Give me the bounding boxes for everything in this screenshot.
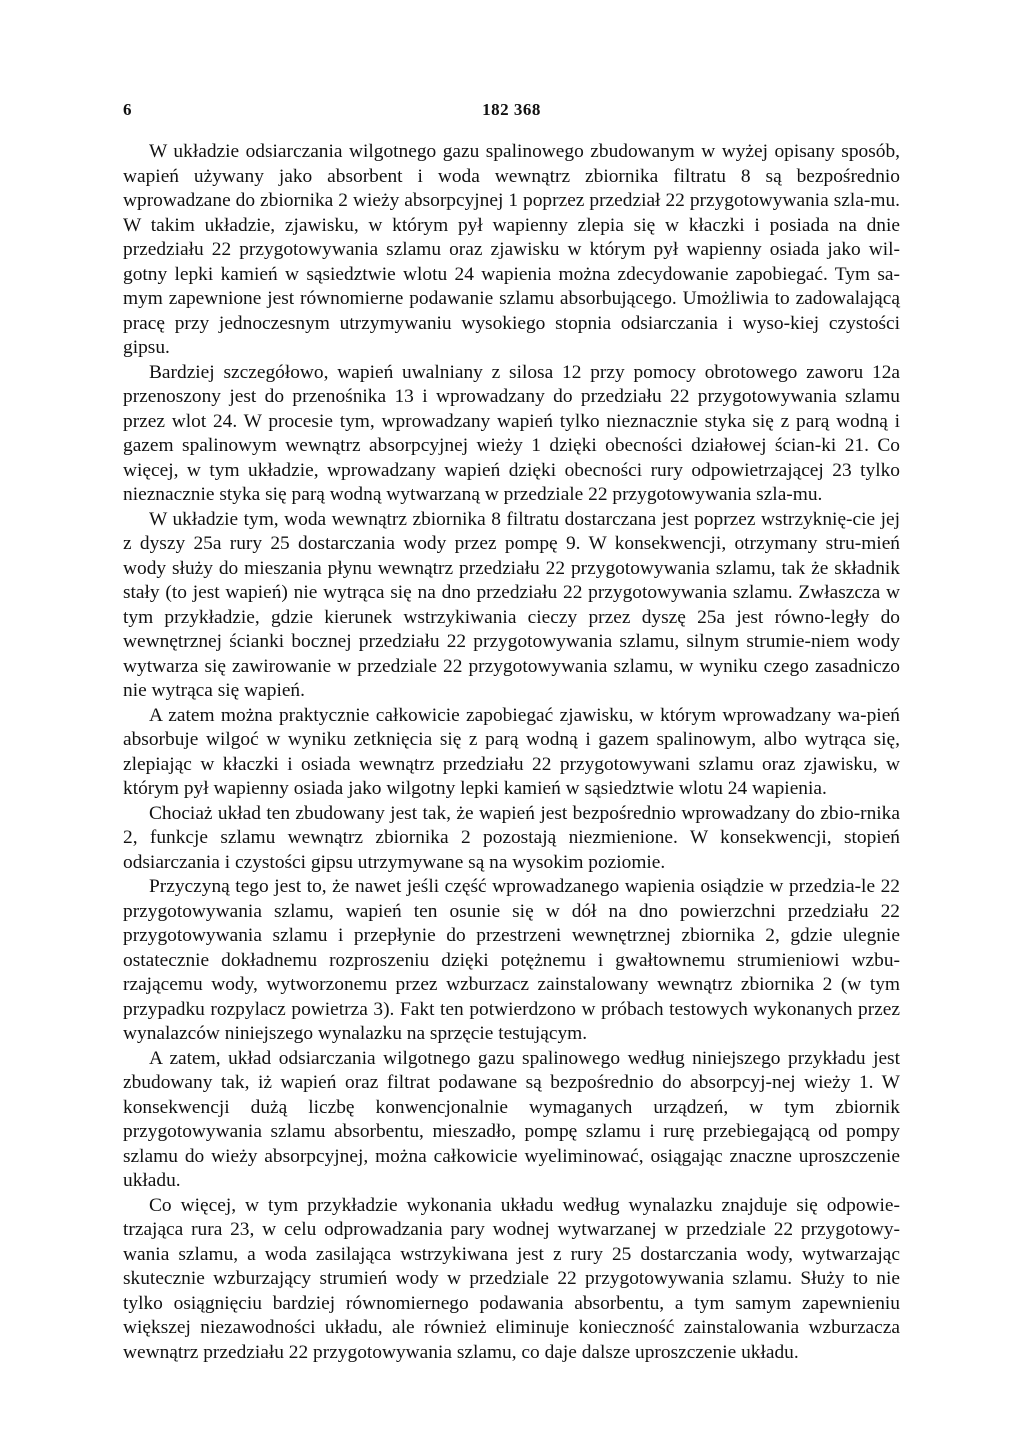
page-header bbox=[123, 100, 900, 120]
page-number: 6 bbox=[123, 100, 132, 119]
document-body bbox=[123, 140, 900, 1365]
paragraph: Co więcej, w tym przykładzie wykonania układu według wynalazku znajduje się odpowie-trzająca rura 23, w celu odprowadzania pary wodnej wytwarzanej w przedziale 22 przygotowy-wania szlamu, a woda zasilająca wstrzykiwana jest z rury 25 dostarczania wody, wytwarzając skutecznie wzburzający strumień wody w przedziale 22 przygotowywania szlamu. Służy to nie tylko osiągnięciu bardziej równomiernego podawania absorbentu, a tym samym zapewnieniu większej niezawodności układu, ale również eliminuje konieczność zainstalowania wzburzacza wewnątrz przedziału 22 przygotowywania szlamu, co daje dalsze uproszczenie układu. bbox=[123, 1194, 900, 1363]
paragraph: W układzie odsiarczania wilgotnego gazu spalinowego zbudowanym w wyżej opisany sposób, wapień używany jako absorbent i woda wewnątrz zbiornika filtratu 8 są bezpośrednio wprowadzane do zbiornika 2 wieży absorpcyjnej 1 poprzez przedział 22 przygotowywania szla-mu. W takim układzie, zjawisku, w którym pył wapienny zlepia się w kłaczki i posiada na dnie przedziału 22 przygotowywania szlamu oraz zjawisku w którym pył wapienny osiada jako wil-gotny lepki kamień w sąsiedztwie wlotu 24 wapienia można zdecydowanie zapobiegać. Tym sa-mym zapewnione jest równomierne podawanie szlamu absorbującego. Umożliwia to zadowalającą pracę przy jednoczesnym utrzymywaniu wysokiego stopnia odsiarczania i wyso-kiej czystości gipsu. bbox=[123, 141, 900, 358]
paragraph: A zatem można praktycznie całkowicie zapobiegać zjawisku, w którym wprowadzany wa-pień absorbuje wilgoć w wyniku zetknięcia się z parą wodną i gazem spalinowym, albo wytrąca się, zlepiając w kłaczki i osiada wewnątrz przedziału 22 przygotowywani szlamu oraz zjawisku, w którym pył wapienny osiada jako wilgotny lepki kamień w sąsiedztwie wlotu 24 wapienia. bbox=[123, 704, 900, 799]
paragraph: A zatem, układ odsiarczania wilgotnego gazu spalinowego według niniejszego przykładu jest zbudowany tak, iż wapień oraz filtrat podawane są bezpośrednio do absorpcyj-nej wieży 1. W konsekwencji dużą liczbę konwencjonalnie wymaganych urządzeń, w tym zbiornik przygotowywania szlamu absorbentu, mieszadło, pompę szlamu i rurę przebiegającą od pompy szlamu do wieży absorpcyjnej, można całkowicie wyeliminować, osiągając znaczne uproszczenie układu. bbox=[123, 1047, 900, 1191]
paragraph: W układzie tym, woda wewnątrz zbiornika 8 filtratu dostarczana jest poprzez wstrzyknię-cie jej z dyszy 25a rury 25 dostarczania wody przez pompę 9. W konsekwencji, otrzymany stru-mień wody służy do mieszania płynu wewnątrz przedziału 22 przygotowywania szlamu, tak że składnik stały (to jest wapień) nie wytrąca się na dno przedziału 22 przygotowywania szlamu. Zwłaszcza w tym przykładzie, gdzie kierunek wstrzykiwania cieczy przez dyszę 25a jest równo-legły do wewnętrznej ścianki bocznej przedziału 22 przygotowywania szlamu, silnym strumie-niem wody wytwarza się zawirowanie w przedziale 22 przygotowywania szlamu, w wyniku czego zasadniczo nie wytrąca się wapień. bbox=[123, 508, 900, 701]
paragraph: Przyczyną tego jest to, że nawet jeśli część wprowadzanego wapienia osiądzie w przedzia-le 22 przygotowywania szlamu, wapień ten osunie się w dół na dno powierzchni przedziału 22 przygotowywania szlamu i przepłynie do przestrzeni wewnętrznej zbiornika 2, gdzie ulegnie ostatecznie dokładnemu rozproszeniu dzięki potężnemu i gwałtownemu strumieniowi wzbu-rzającemu wody, wytworzonemu przez wzburzacz zainstalowany wewnątrz zbiornika 2 (w tym przypadku rozpylacz powietrza 3). Fakt ten potwierdzono w próbach testowych wykonanych przez wynalazców niniejszego wynalazku na sprzęcie testującym. bbox=[123, 876, 900, 1044]
paragraph: Chociaż układ ten zbudowany jest tak, że wapień jest bezpośrednio wprowadzany do zbio-rnika 2, funkcje szlamu wewnątrz zbiornika 2 pozostają niezmienione. W konsekwencji, stopień odsiarczania i czystości gipsu utrzymywane są na wysokim poziomie. bbox=[123, 802, 900, 873]
document-number: 182 368 bbox=[482, 100, 541, 119]
paragraph: Bardziej szczegółowo, wapień uwalniany z silosa 12 przy pomocy obrotowego zaworu 12a przenoszony jest do przenośnika 13 i wprowadzany do przedziału 22 przygotowywania szlamu przez wlot 24. W procesie tym, wprowadzany wapień tylko nieznacznie styka się z parą wodną i gazem spalinowym wewnątrz absorpcyjnej wieży 1 dzięki obecności działowej ścian-ki 21. Co więcej, w tym układzie, wprowadzany wapień dzięki obecności rury odpowietrzającej 23 tylko nieznacznie styka się parą wodną wytwarzaną w przedziale 22 przygotowywania szla-mu. bbox=[123, 361, 900, 505]
